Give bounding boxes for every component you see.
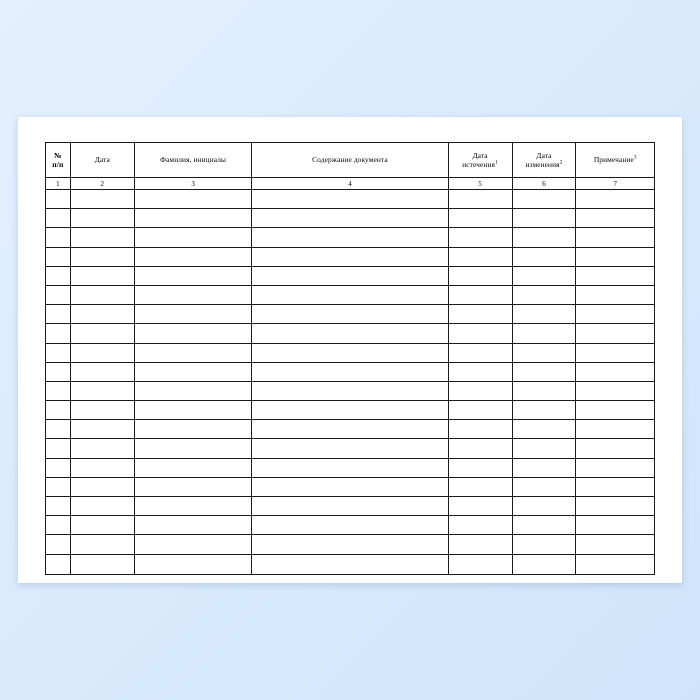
table-cell[interactable] — [70, 381, 134, 400]
column-number-row — [46, 178, 655, 190]
table-row[interactable] — [46, 343, 655, 362]
table-cell[interactable] — [70, 420, 134, 439]
table-cell[interactable] — [448, 305, 512, 324]
table-row[interactable] — [46, 535, 655, 554]
table-cell[interactable] — [46, 420, 71, 439]
table-cell[interactable] — [134, 362, 252, 381]
table-cell[interactable] — [448, 477, 512, 496]
table-column-numbers — [46, 178, 655, 190]
table-row[interactable] — [46, 305, 655, 324]
table-cell[interactable] — [252, 343, 448, 362]
table-cell[interactable] — [512, 458, 576, 477]
table-cell[interactable] — [70, 554, 134, 575]
table-cell[interactable] — [46, 228, 71, 247]
table-cell[interactable] — [46, 190, 71, 209]
table-cell[interactable] — [512, 305, 576, 324]
table-cell[interactable] — [448, 247, 512, 266]
table-cell[interactable] — [448, 554, 512, 575]
footnote-marker-2: 2 — [559, 159, 563, 166]
table-cell[interactable] — [512, 381, 576, 400]
table-cell[interactable] — [448, 190, 512, 209]
table-row[interactable] — [46, 381, 655, 400]
table-cell[interactable] — [46, 554, 71, 575]
table-cell[interactable] — [134, 343, 252, 362]
table-cell[interactable] — [512, 516, 576, 535]
table-row[interactable] — [46, 209, 655, 228]
table-cell[interactable] — [46, 401, 71, 420]
table-cell[interactable] — [576, 381, 655, 400]
column-number-3: 3 — [134, 178, 252, 190]
table-row[interactable] — [46, 554, 655, 575]
table-cell[interactable] — [576, 420, 655, 439]
table-cell[interactable] — [512, 497, 576, 516]
column-number-4: 4 — [252, 178, 448, 190]
table-cell[interactable] — [134, 305, 252, 324]
column-header-expiry-date-line1: Дата — [472, 150, 488, 160]
table-cell[interactable] — [576, 285, 655, 304]
table-cell[interactable] — [448, 439, 512, 458]
table-cell[interactable] — [576, 554, 655, 575]
table-cell[interactable] — [70, 516, 134, 535]
table-cell[interactable] — [46, 247, 71, 266]
table-cell[interactable] — [512, 439, 576, 458]
table-cell[interactable] — [576, 266, 655, 285]
column-header-document-content: Содержание документа — [252, 143, 448, 178]
table-row[interactable] — [46, 497, 655, 516]
table-cell[interactable] — [512, 420, 576, 439]
table-cell[interactable] — [448, 458, 512, 477]
table-cell[interactable] — [134, 228, 252, 247]
table-cell[interactable] — [70, 209, 134, 228]
table-cell[interactable] — [134, 401, 252, 420]
table-cell[interactable] — [448, 324, 512, 343]
table-cell[interactable] — [46, 266, 71, 285]
column-number-7: 7 — [576, 178, 655, 190]
table-row[interactable] — [46, 516, 655, 535]
table-cell[interactable] — [134, 497, 252, 516]
table-cell[interactable] — [134, 554, 252, 575]
table-cell[interactable] — [448, 497, 512, 516]
table-cell[interactable] — [46, 324, 71, 343]
table-cell[interactable] — [134, 535, 252, 554]
table-cell[interactable] — [252, 285, 448, 304]
table-cell[interactable] — [252, 497, 448, 516]
table-cell[interactable] — [576, 247, 655, 266]
table-cell[interactable] — [252, 228, 448, 247]
table-cell[interactable] — [134, 458, 252, 477]
register-table-container — [45, 142, 655, 575]
table-cell[interactable] — [70, 247, 134, 266]
table-cell[interactable] — [134, 439, 252, 458]
table-cell[interactable] — [448, 420, 512, 439]
table-cell[interactable] — [252, 305, 448, 324]
column-header-change-date-line1: Дата — [536, 150, 552, 160]
table-row[interactable] — [46, 439, 655, 458]
table-cell[interactable] — [46, 381, 71, 400]
table-cell[interactable] — [252, 190, 448, 209]
column-header-date: Дата — [70, 143, 134, 178]
table-cell[interactable] — [46, 516, 71, 535]
table-cell[interactable] — [512, 266, 576, 285]
table-cell[interactable] — [512, 285, 576, 304]
table-cell[interactable] — [448, 535, 512, 554]
table-cell[interactable] — [134, 209, 252, 228]
column-header-change-date-line2: изменения — [525, 160, 560, 169]
table-body — [46, 190, 655, 575]
column-header-expiry-date-line2: истечения — [462, 160, 495, 169]
table-cell[interactable] — [46, 497, 71, 516]
table-row[interactable] — [46, 458, 655, 477]
table-cell[interactable] — [576, 305, 655, 324]
table-cell[interactable] — [70, 458, 134, 477]
document-sheet — [18, 117, 682, 583]
table-cell[interactable] — [512, 554, 576, 575]
footnote-marker-1: 1 — [495, 159, 498, 166]
column-header-expiry-date — [448, 143, 512, 178]
table-cell[interactable] — [512, 535, 576, 554]
table-header-row — [46, 143, 655, 178]
table-cell[interactable] — [134, 324, 252, 343]
register-table — [45, 142, 655, 575]
table-cell[interactable] — [448, 362, 512, 381]
table-cell[interactable] — [70, 477, 134, 496]
table-cell[interactable] — [46, 458, 71, 477]
table-cell[interactable] — [134, 285, 252, 304]
table-cell[interactable] — [576, 516, 655, 535]
table-cell[interactable] — [576, 209, 655, 228]
table-cell[interactable] — [576, 362, 655, 381]
table-cell[interactable] — [252, 420, 448, 439]
table-cell[interactable] — [70, 190, 134, 209]
column-number-5: 5 — [448, 178, 512, 190]
table-cell[interactable] — [252, 439, 448, 458]
table-cell[interactable] — [70, 324, 134, 343]
table-header — [46, 143, 655, 178]
table-cell[interactable] — [512, 247, 576, 266]
table-cell[interactable] — [46, 477, 71, 496]
table-cell[interactable] — [512, 209, 576, 228]
table-cell[interactable] — [252, 209, 448, 228]
table-row[interactable] — [46, 401, 655, 420]
table-cell[interactable] — [252, 516, 448, 535]
table-cell[interactable] — [46, 209, 71, 228]
table-cell[interactable] — [448, 381, 512, 400]
table-cell[interactable] — [512, 228, 576, 247]
table-row[interactable] — [46, 247, 655, 266]
table-cell[interactable] — [576, 477, 655, 496]
table-cell[interactable] — [70, 343, 134, 362]
table-cell[interactable] — [252, 381, 448, 400]
column-number-6: 6 — [512, 178, 576, 190]
table-cell[interactable] — [448, 516, 512, 535]
table-row[interactable] — [46, 420, 655, 439]
column-number-2: 2 — [70, 178, 134, 190]
table-cell[interactable] — [70, 362, 134, 381]
column-header-remarks-text: Примечание — [593, 155, 634, 165]
table-cell[interactable] — [576, 401, 655, 420]
table-row[interactable] — [46, 362, 655, 381]
table-cell[interactable] — [576, 228, 655, 247]
table-cell[interactable] — [46, 343, 71, 362]
table-cell[interactable] — [70, 535, 134, 554]
column-header-remarks — [576, 143, 655, 178]
table-cell[interactable] — [46, 305, 71, 324]
table-cell[interactable] — [252, 266, 448, 285]
table-row[interactable] — [46, 228, 655, 247]
table-cell[interactable] — [448, 266, 512, 285]
table-cell[interactable] — [448, 285, 512, 304]
table-row[interactable] — [46, 190, 655, 209]
table-cell[interactable] — [134, 516, 252, 535]
table-cell[interactable] — [46, 362, 71, 381]
table-cell[interactable] — [448, 228, 512, 247]
table-cell[interactable] — [252, 401, 448, 420]
table-cell[interactable] — [576, 439, 655, 458]
table-cell[interactable] — [576, 458, 655, 477]
table-cell[interactable] — [70, 497, 134, 516]
table-cell[interactable] — [448, 401, 512, 420]
column-header-number — [46, 143, 71, 178]
table-cell[interactable] — [134, 420, 252, 439]
table-row[interactable] — [46, 324, 655, 343]
column-header-change-date — [512, 143, 576, 178]
table-cell[interactable] — [70, 401, 134, 420]
table-cell[interactable] — [46, 285, 71, 304]
table-cell[interactable] — [70, 285, 134, 304]
table-cell[interactable] — [252, 477, 448, 496]
column-header-number-line2: п/п — [52, 160, 64, 169]
table-cell[interactable] — [512, 324, 576, 343]
table-cell[interactable] — [576, 324, 655, 343]
table-cell[interactable] — [252, 247, 448, 266]
column-header-surname-initials: Фамилия, инициалы — [134, 143, 252, 178]
table-cell[interactable] — [512, 362, 576, 381]
table-cell[interactable] — [252, 324, 448, 343]
table-cell[interactable] — [448, 209, 512, 228]
table-cell[interactable] — [512, 190, 576, 209]
table-cell[interactable] — [46, 439, 71, 458]
table-cell[interactable] — [134, 381, 252, 400]
table-cell[interactable] — [134, 247, 252, 266]
table-row[interactable] — [46, 477, 655, 496]
table-cell[interactable] — [252, 554, 448, 575]
table-cell[interactable] — [70, 266, 134, 285]
footnote-marker-3: 3 — [633, 154, 637, 161]
table-cell[interactable] — [512, 343, 576, 362]
table-cell[interactable] — [576, 497, 655, 516]
table-cell[interactable] — [576, 343, 655, 362]
table-cell[interactable] — [512, 401, 576, 420]
table-cell[interactable] — [576, 535, 655, 554]
table-cell[interactable] — [512, 477, 576, 496]
table-cell[interactable] — [252, 458, 448, 477]
table-cell[interactable] — [134, 477, 252, 496]
column-header-number-line1: № — [54, 150, 62, 160]
table-row[interactable] — [46, 266, 655, 285]
table-row[interactable] — [46, 285, 655, 304]
table-cell[interactable] — [252, 535, 448, 554]
table-cell[interactable] — [252, 362, 448, 381]
table-cell[interactable] — [70, 228, 134, 247]
table-cell[interactable] — [448, 343, 512, 362]
table-cell[interactable] — [70, 305, 134, 324]
column-number-1: 1 — [46, 178, 71, 190]
table-cell[interactable] — [46, 535, 71, 554]
table-cell[interactable] — [134, 190, 252, 209]
table-cell[interactable] — [70, 439, 134, 458]
table-cell[interactable] — [576, 190, 655, 209]
table-cell[interactable] — [134, 266, 252, 285]
